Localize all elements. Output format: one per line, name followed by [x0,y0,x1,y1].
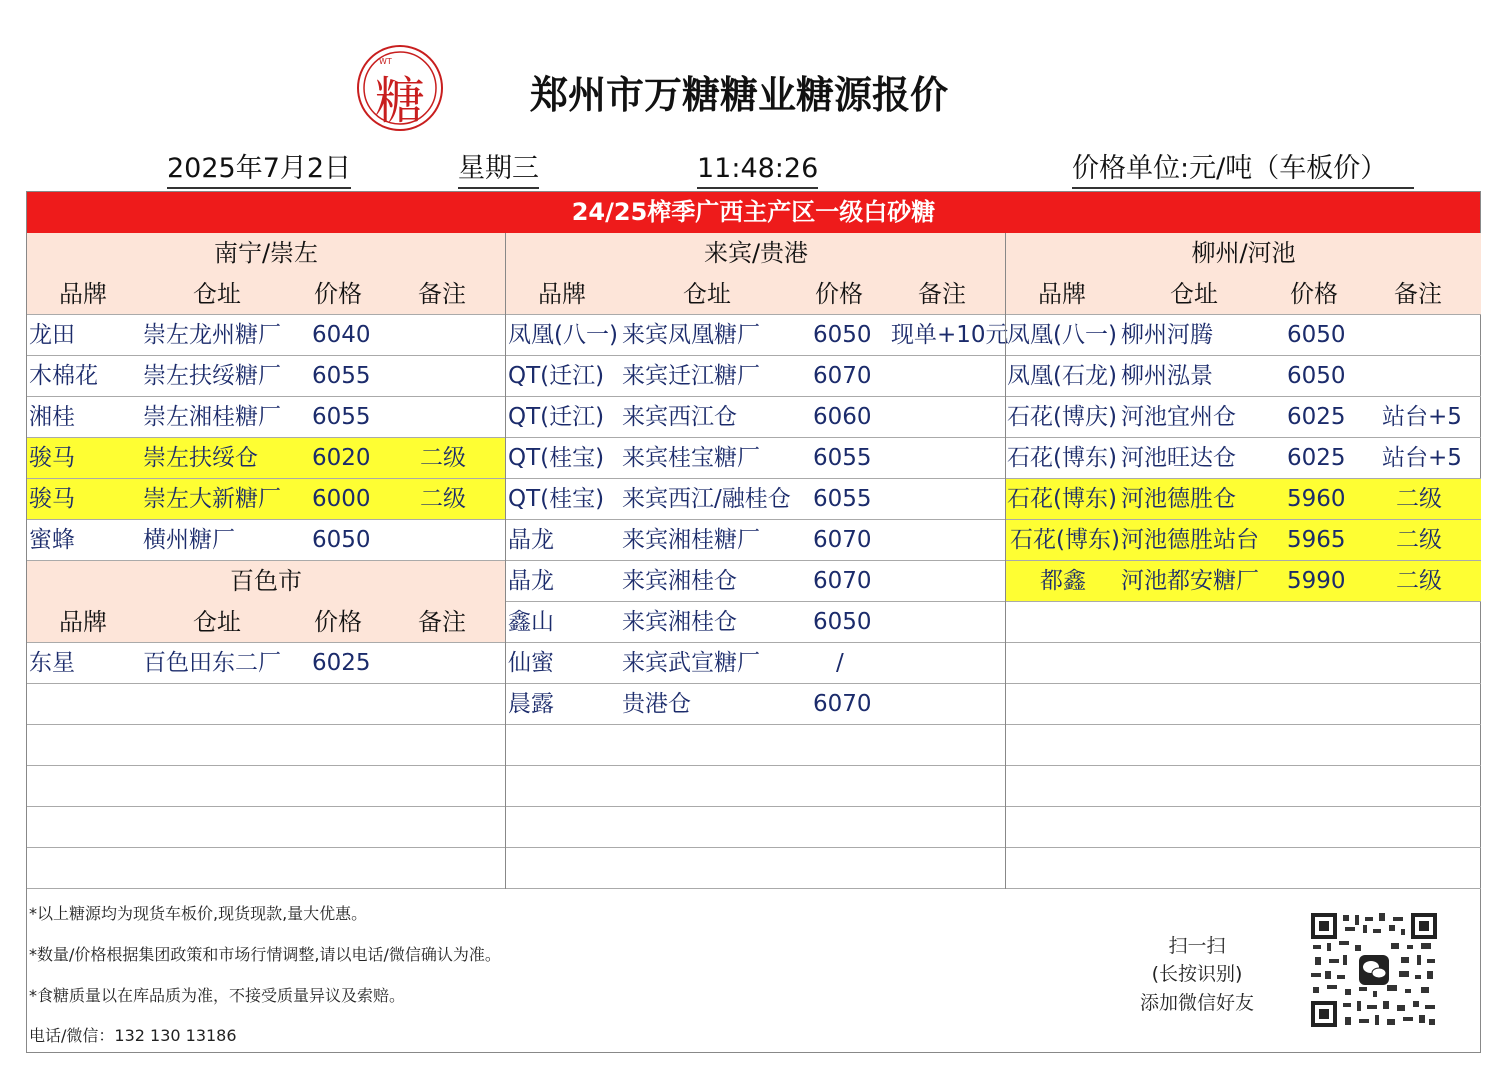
empty-row [506,766,1006,807]
brand-cell: 都鑫 [1040,568,1086,594]
region-header [506,233,1006,274]
empty-row [27,766,505,807]
warehouse-cell: 来宾凤凰糖厂 [622,322,760,348]
price-cell: 5990 [1287,568,1346,594]
warehouse-cell: 崇左大新糖厂 [143,486,281,512]
quote-time: 11:48:26 [697,152,818,189]
table-row [506,602,1006,643]
price-table [26,191,1481,1053]
price-cell: / [836,650,844,676]
warehouse-cell: 来宾湘桂仓 [622,568,737,594]
brand-seal-logo [357,45,443,131]
scan-prompt: 扫一扫 [1168,935,1226,957]
table-row [1006,315,1481,356]
price-cell: 6070 [813,363,872,389]
price-cell: 6050 [813,322,872,348]
table-row [27,643,505,684]
region-name: 来宾/贵港 [703,239,809,267]
note-cell: 二级 [1396,568,1442,594]
empty-row [1006,848,1481,889]
empty-row [27,725,505,766]
price-cell: 6055 [312,404,371,430]
note-line: *食糖质量以在库品质为准，不接受质量异议及索赔。 [29,986,406,1005]
col-price: 价格 [1290,280,1338,308]
qr-code-icon [1309,911,1439,1029]
table-row [506,561,1006,602]
region-name: 南宁/崇左 [213,239,319,267]
region-name: 百色市 [230,567,302,595]
seal-initials: WT [379,57,392,66]
empty-row [506,848,1006,889]
price-cell: 6070 [813,527,872,553]
region-header [27,233,505,274]
warehouse-cell: 来宾武宣糖厂 [622,650,760,676]
price-unit: 价格单位:元/吨（车板价） [1072,152,1414,189]
empty-row [506,725,1006,766]
brand-cell: 木棉花 [29,363,98,389]
column-header-row [27,602,505,643]
quote-weekday: 星期三 [458,152,539,189]
col-price: 价格 [815,280,863,308]
col-brand: 品牌 [538,280,586,308]
warehouse-cell: 来宾湘桂糖厂 [622,527,760,553]
table-row [27,520,505,561]
region-liuzhou [1005,233,1481,889]
col-warehouse: 仓址 [193,280,241,308]
warehouse-cell: 来宾桂宝糖厂 [622,445,760,471]
contact-phone: 电话/微信：132 130 13186 [29,1026,237,1045]
price-cell: 6050 [1287,322,1346,348]
warehouse-cell: 百色田东二厂 [143,650,281,676]
col-warehouse: 仓址 [1170,280,1218,308]
empty-row [27,848,505,889]
empty-row [1006,602,1481,643]
brand-cell: 石花(博东) [1010,527,1120,553]
table-row [506,315,1009,356]
brand-cell: 石花(博庆) [1007,404,1117,430]
table-row [27,315,505,356]
col-brand: 品牌 [59,280,107,308]
brand-cell: QT(桂宝) [508,486,605,512]
price-cell: 6055 [813,445,872,471]
table-row [506,397,1006,438]
table-row [1006,356,1481,397]
region-laibin [505,233,1009,889]
col-brand: 品牌 [1038,280,1086,308]
brand-cell: 东星 [29,650,75,676]
region-nanning-baise [27,233,505,889]
brand-cell: 晨露 [508,691,554,717]
warehouse-cell: 河池德胜仓 [1121,486,1236,512]
region-header [1006,233,1481,274]
col-warehouse: 仓址 [193,608,241,636]
region-name: 柳州/河池 [1191,239,1296,267]
brand-cell: 湘桂 [29,404,75,430]
seal-character: 糖 [375,72,425,130]
note-cell: 站台+5 [1382,445,1462,471]
col-note: 备注 [1394,280,1442,308]
column-header-row [27,274,505,315]
note-cell: 现单+10元 [891,322,1009,348]
brand-cell: 骏马 [29,445,75,471]
col-brand: 品牌 [59,608,107,636]
table-row [506,438,1006,479]
table-row [1006,397,1481,438]
table-row [27,356,505,397]
brand-cell: 龙田 [29,322,75,348]
price-cell: 6025 [1287,445,1346,471]
price-cell: 6055 [312,363,371,389]
brand-cell: 晶龙 [508,568,554,594]
warehouse-cell: 柳州河腾 [1121,322,1213,348]
note-cell: 二级 [1396,527,1442,553]
scan-hint: (长按识别) [1151,963,1243,985]
note-line: *以上糖源均为现货车板价,现货现款,量大优惠。 [29,904,368,923]
warehouse-cell: 崇左扶绥仓 [143,445,258,471]
col-price: 价格 [314,280,362,308]
empty-row [27,684,505,725]
table-row [506,520,1006,561]
warehouse-cell: 河池都安糖厂 [1121,568,1259,594]
empty-row [506,807,1006,848]
note-cell: 二级 [1396,486,1442,512]
empty-row [1006,766,1481,807]
brand-cell: 石花(博东) [1007,486,1117,512]
price-cell: 6020 [312,445,371,471]
price-cell: 6050 [813,609,872,635]
price-cell: 6025 [1287,404,1346,430]
table-row [506,684,1006,725]
price-cell: 6060 [813,404,872,430]
table-row-highlighted [1006,561,1481,602]
table-row-highlighted [1006,520,1481,561]
quote-date: 2025年7月2日 [167,152,351,189]
empty-row [1006,725,1481,766]
wechat-qr-code[interactable] [1309,911,1439,1029]
col-note: 备注 [418,608,466,636]
note-cell: 二级 [420,445,466,471]
note-line: *数量/价格根据集团政策和市场行情调整,请以电话/微信确认为准。 [29,945,501,964]
brand-cell: 仙蜜 [508,650,554,676]
footer-notes [27,889,1480,1053]
brand-cell: 骏马 [29,486,75,512]
table-row [1006,438,1481,479]
page-title: 郑州市万糖糖业糖源报价 [530,73,949,117]
empty-row [27,807,505,848]
brand-cell: 凤凰(八一) [1007,322,1117,348]
price-cell: 6050 [1287,363,1346,389]
brand-cell: 晶龙 [508,527,554,553]
table-row-highlighted [27,438,505,479]
price-cell: 6070 [813,568,872,594]
brand-cell: 鑫山 [508,609,554,635]
table-row [506,356,1006,397]
warehouse-cell: 河池旺达仓 [1121,445,1236,471]
empty-row [1006,807,1481,848]
scan-add-friend: 添加微信好友 [1139,992,1254,1014]
col-price: 价格 [314,608,362,636]
brand-cell: 凤凰(八一) [508,322,618,348]
table-row-highlighted [1006,479,1481,520]
warehouse-cell: 柳州泓景 [1121,363,1213,389]
note-cell: 站台+5 [1382,404,1462,430]
column-header-row [1006,274,1481,315]
brand-cell: QT(桂宝) [508,445,605,471]
warehouse-cell: 来宾湘桂仓 [622,609,737,635]
table-row-highlighted [27,479,505,520]
price-cell: 6055 [813,486,872,512]
warehouse-cell: 来宾迁江糖厂 [622,363,760,389]
price-cell: 6000 [312,486,371,512]
price-cell: 6040 [312,322,371,348]
col-note: 备注 [918,280,966,308]
warehouse-cell: 来宾西江仓 [622,404,737,430]
warehouse-cell: 来宾西江/融桂仓 [622,486,791,512]
table-row [506,479,1006,520]
empty-row [1006,684,1481,725]
table-row [506,643,1006,684]
region-header [27,561,505,602]
brand-cell: 凤凰(石龙) [1007,363,1117,389]
price-cell: 6050 [312,527,371,553]
warehouse-cell: 崇左扶绥糖厂 [143,363,281,389]
col-warehouse: 仓址 [683,280,731,308]
warehouse-cell: 崇左龙州糖厂 [143,322,281,348]
empty-row [1006,643,1481,684]
brand-cell: 蜜蜂 [29,527,75,553]
warehouse-cell: 河池宜州仓 [1121,404,1236,430]
season-banner: 24/25榨季广西主产区一级白砂糖 [27,192,1480,233]
price-cell: 5965 [1287,527,1346,553]
warehouse-cell: 崇左湘桂糖厂 [143,404,281,430]
brand-cell: QT(迁江) [508,404,605,430]
table-row [27,397,505,438]
column-header-row [506,274,1006,315]
warehouse-cell: 河池德胜站台 [1121,527,1259,553]
warehouse-cell: 贵港仓 [622,691,691,717]
note-cell: 二级 [420,486,466,512]
col-note: 备注 [418,280,466,308]
warehouse-cell: 横州糖厂 [143,527,235,553]
price-cell: 6070 [813,691,872,717]
brand-cell: 石花(博东) [1007,445,1117,471]
price-cell: 5960 [1287,486,1346,512]
brand-cell: QT(迁江) [508,363,605,389]
price-cell: 6025 [312,650,371,676]
